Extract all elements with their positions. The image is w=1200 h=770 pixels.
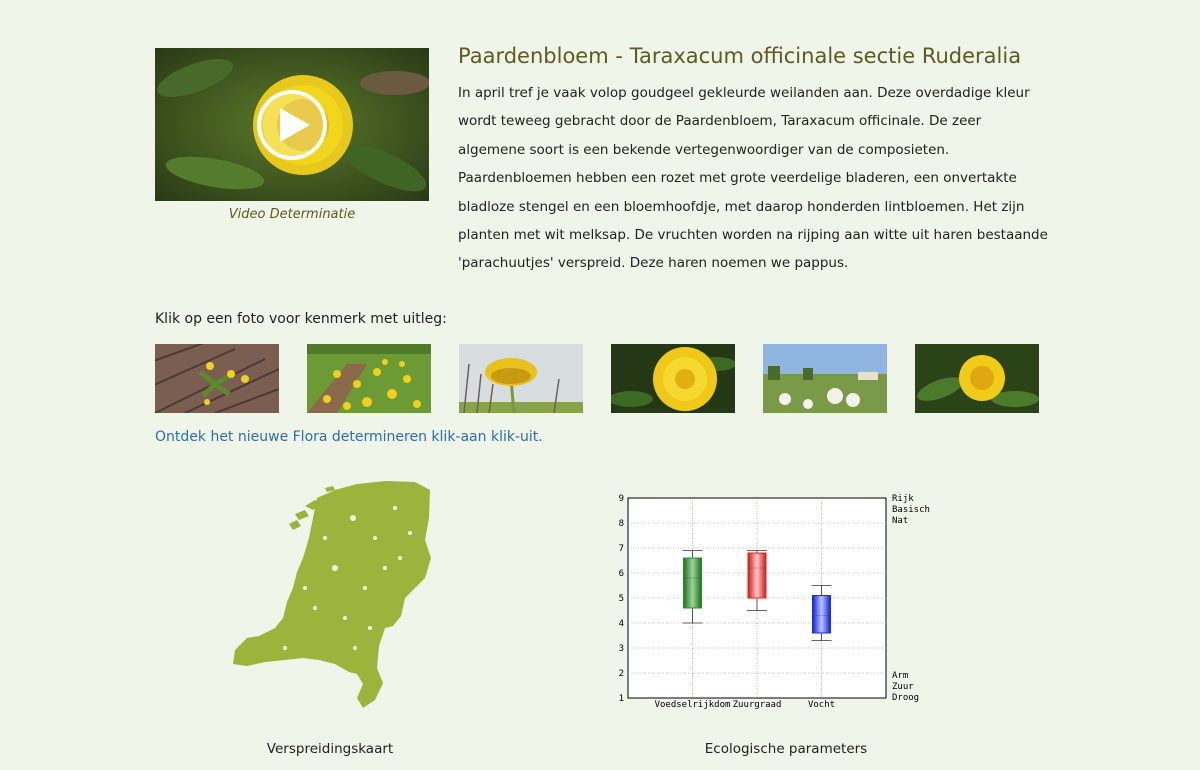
y-tick-label: 9 (618, 494, 624, 504)
right-label-bottom: Zuur (892, 682, 914, 692)
right-label-top: Nat (892, 516, 909, 526)
right-label-top: Basisch (892, 505, 930, 515)
species-description: In april tref je vaak volop goudgeel gekleurde weilanden aan. Deze overdadige kleur wordt teweeg gebracht door de Paardenbloem, Taraxacum officinale. De zeer algemene soort is een bekende vertegenwoordiger van de composieten. Paardenbloemen hebben een rozet met grote veerdelige bladeren, een onvertakte bladloze stengel en een bloemhoofdje, met daarop honderden lintbloemen. Het zijn planten met wit melksap. De vruchten worden na rijping aan witte uit haren bestaande 'parachuutjes' verspreid. Deze haren noemen we pappus. (458, 85, 1048, 272)
photo-thumbnail-sky[interactable] (459, 344, 583, 413)
y-tick-label: 8 (618, 519, 624, 529)
y-tick-label: 1 (618, 694, 624, 704)
box-voedselrijkdom (684, 558, 702, 608)
map-label: Verspreidingskaart (266, 741, 394, 757)
photo-thumbnail-seedheads[interactable] (763, 344, 887, 413)
video-caption: Video Determinatie (228, 207, 356, 222)
chart-label: Ecologische parameters (704, 741, 868, 757)
y-tick-label: 5 (618, 594, 624, 604)
distribution-map (225, 478, 435, 710)
y-tick-label: 2 (618, 669, 624, 679)
photo-thumbnail-pavement[interactable] (155, 344, 279, 413)
x-tick-label: Zuurgraad (732, 700, 782, 710)
x-tick-label: Voedselrijkdom (654, 700, 731, 710)
right-label-bottom: Arm (892, 671, 909, 681)
flora-promo-link[interactable]: Ontdek het nieuwe Flora determineren klik-aan klik-uit. (155, 429, 543, 445)
photo-thumbnail-field[interactable] (307, 344, 431, 413)
y-tick-label: 6 (618, 569, 624, 579)
video-thumbnail[interactable] (155, 48, 429, 201)
y-tick-label: 7 (618, 544, 624, 554)
species-title: Paardenbloem - Taraxacum officinale sectie Ruderalia (458, 44, 1022, 68)
x-tick-label: Vocht (807, 700, 836, 710)
photo-thumbnail-closeup[interactable] (915, 344, 1039, 413)
ecological-chart (600, 488, 940, 713)
right-label-top: Rijk (892, 494, 914, 504)
right-label-bottom: Droog (892, 693, 920, 703)
photo-thumbnail-flowerhead[interactable] (611, 344, 735, 413)
box-vocht (813, 596, 831, 634)
y-tick-label: 4 (618, 619, 624, 629)
y-tick-label: 3 (618, 644, 624, 654)
box-zuurgraad (748, 553, 766, 598)
gallery-prompt: Klik op een foto voor kenmerk met uitleg: (155, 311, 447, 327)
